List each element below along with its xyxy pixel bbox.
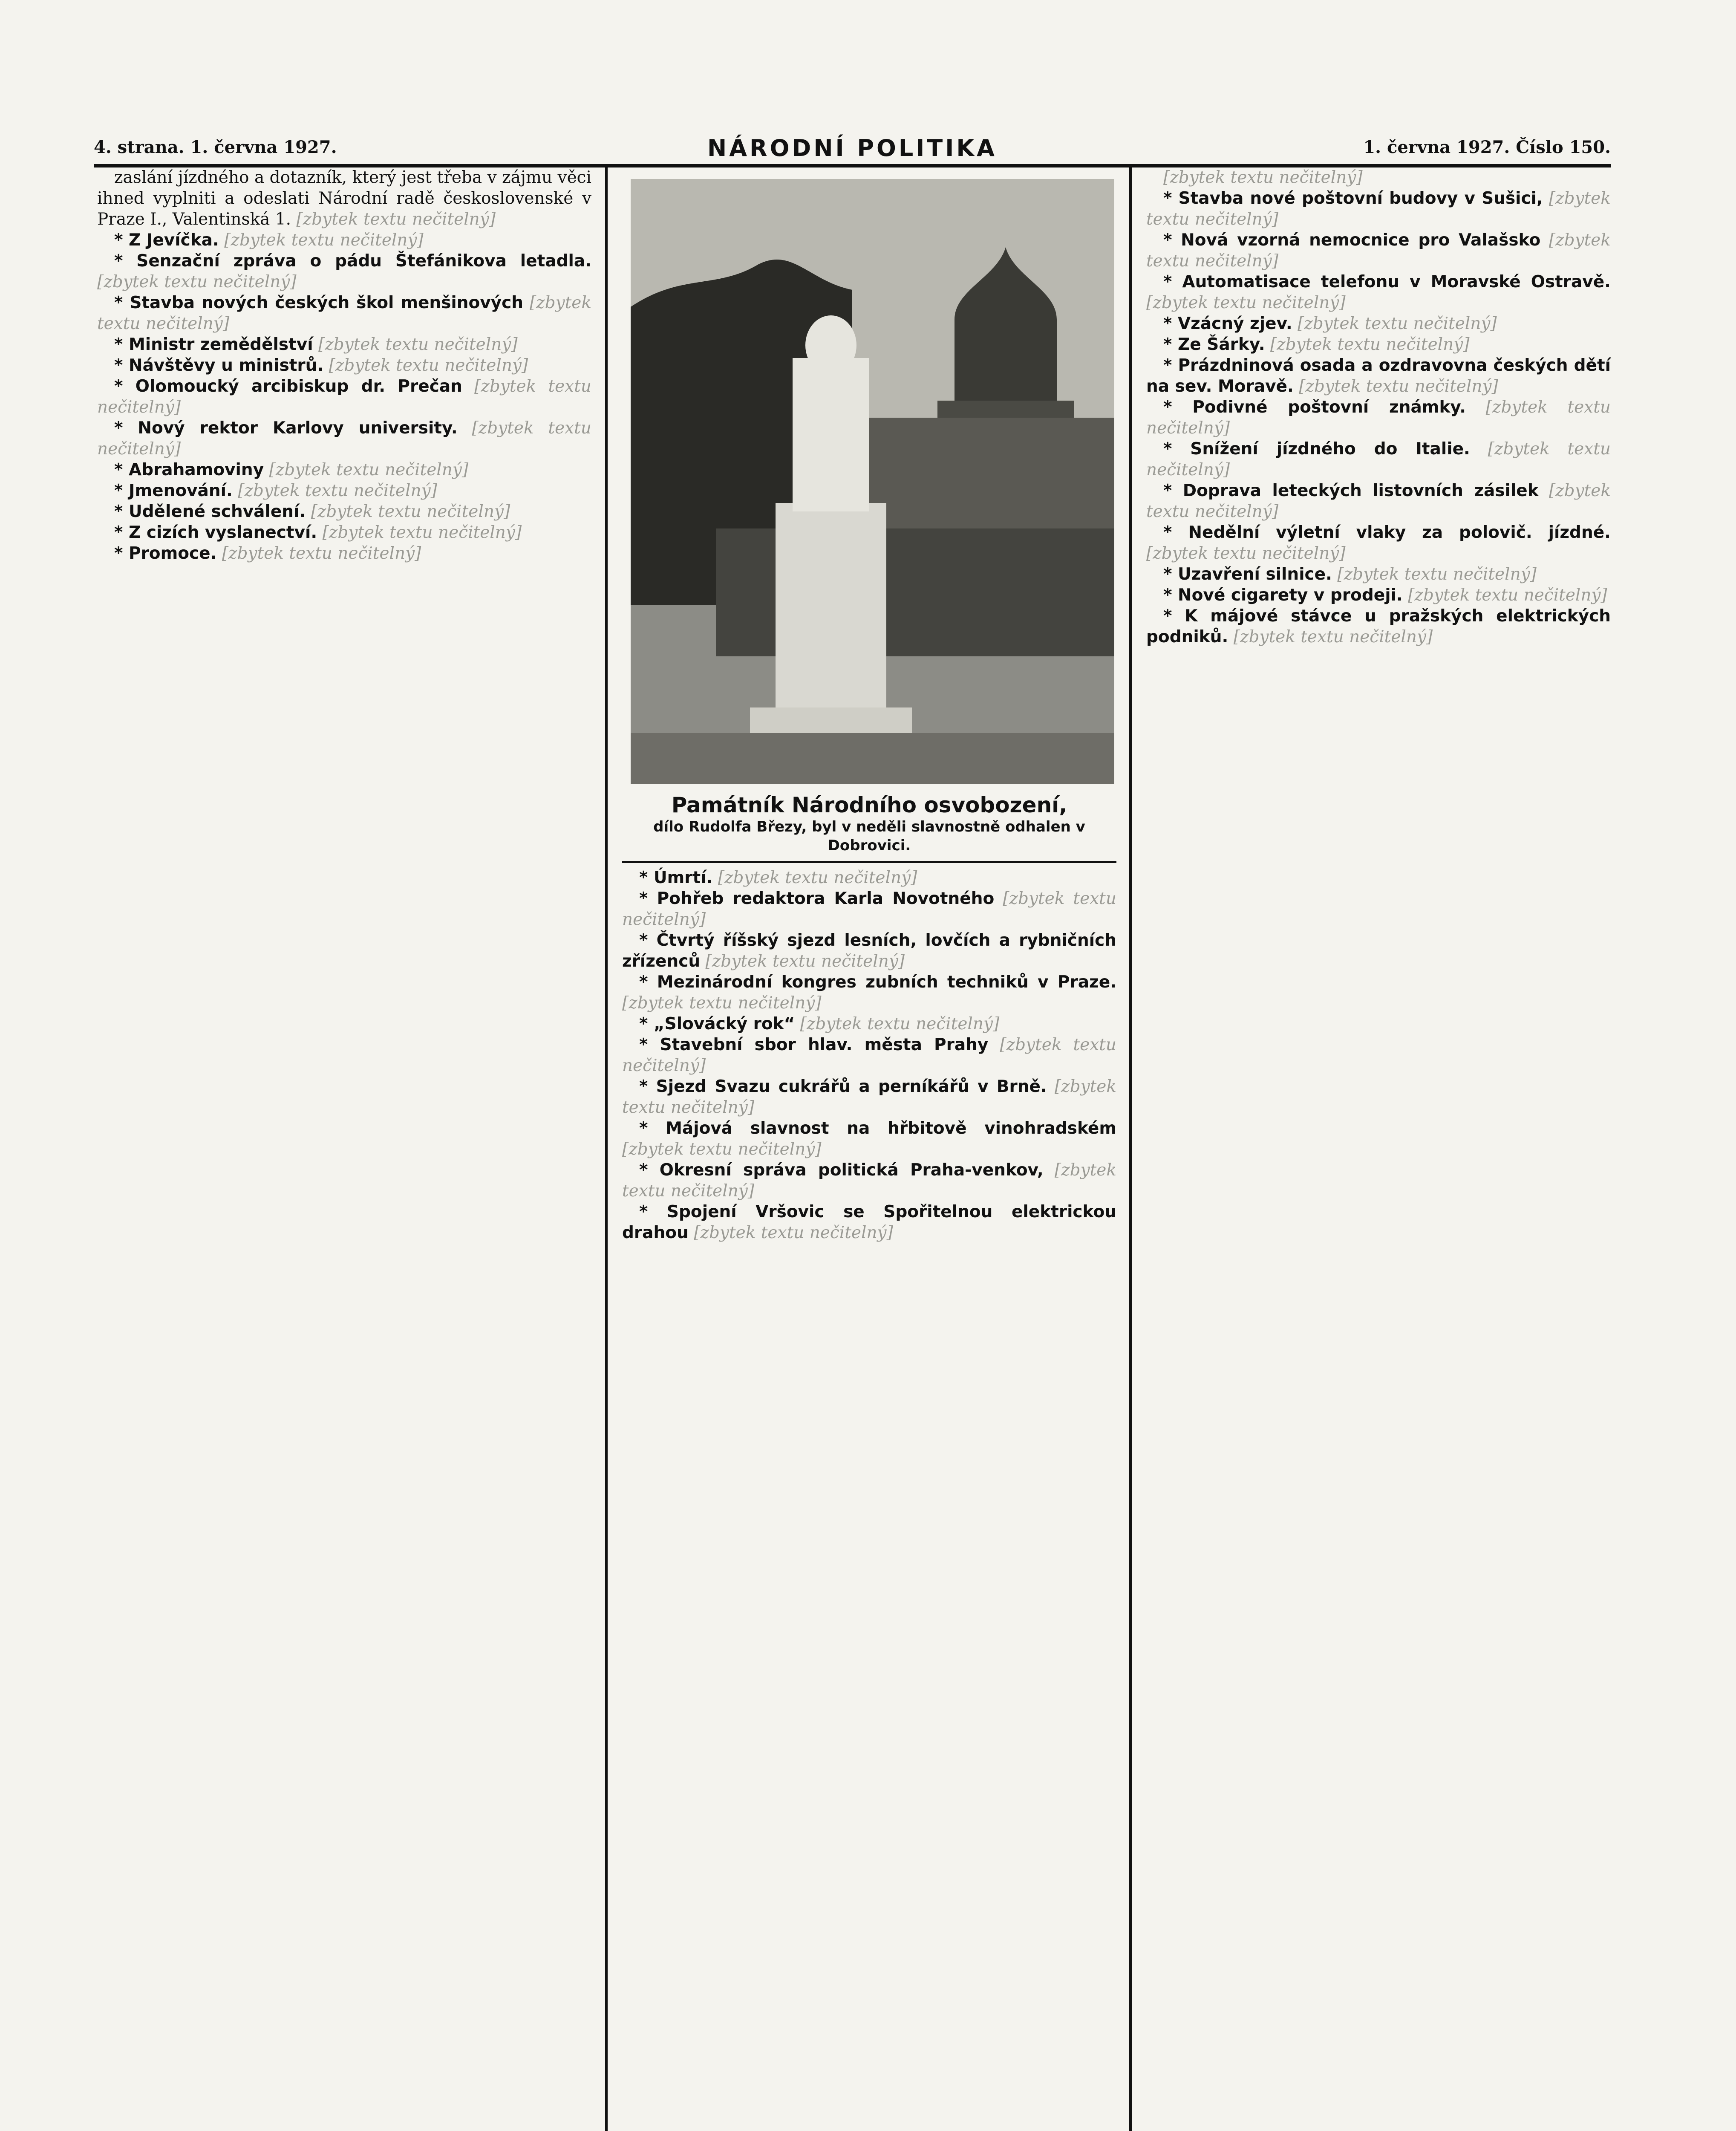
illegible-note: [zbytek textu nečitelný] <box>622 1140 822 1159</box>
article-lead: * Jmenování. <box>114 481 233 500</box>
illegible-note: [zbytek textu nečitelný] <box>1146 189 1611 229</box>
article-lead: * Nové cigarety v prodeji. <box>1163 586 1403 605</box>
article-paragraph <box>1146 188 1611 230</box>
illegible-note: [zbytek textu nečitelný] <box>269 460 469 479</box>
article-paragraph <box>97 418 591 459</box>
article-lead: * Okresní správa politická Praha-venkov, <box>639 1161 1044 1180</box>
illegible-note: [zbytek textu nečitelný] <box>1146 481 1611 521</box>
article-column-1 <box>97 167 591 2131</box>
article-column-2 <box>622 867 1116 2131</box>
caption-rule <box>622 861 1116 863</box>
article-paragraph <box>1146 585 1611 606</box>
header-right: 1. června 1927. Číslo 150. <box>1363 137 1611 157</box>
article-lead: * Doprava leteckých listovních zásilek <box>1163 481 1539 500</box>
page-header <box>94 137 1611 163</box>
article-paragraph <box>97 376 591 418</box>
article-paragraph <box>97 167 591 230</box>
illegible-note: [zbytek textu nečitelný] <box>1163 168 1363 187</box>
article-lead: * Mezinárodní kongres zubních techniků v Praze. <box>639 973 1116 992</box>
article-lead: * Prázdninová osada a ozdravovna českých dětí na sev. Moravě. <box>1146 356 1611 396</box>
article-lead: * Nový rektor Karlovy university. <box>114 419 458 438</box>
illegible-note: [zbytek textu nečitelný] <box>311 502 510 521</box>
article-lead: * Nová vzorná nemocnice pro Valašsko <box>1163 231 1541 250</box>
article-lead: * Udělené schválení. <box>114 502 306 521</box>
article-column-3 <box>1146 167 1611 2131</box>
illegible-note: [zbytek textu nečitelný] <box>318 335 518 354</box>
illegible-note: [zbytek textu nečitelný] <box>622 1035 1116 1075</box>
article-paragraph <box>622 1014 1116 1034</box>
article-paragraph <box>622 888 1116 930</box>
illegible-note: [zbytek textu nečitelný] <box>705 952 905 971</box>
monument-photo <box>631 179 1114 784</box>
article-lead: * Senzační zpráva o pádu Štefánikova letadla. <box>114 251 591 271</box>
article-lead: * Abrahamoviny <box>114 460 264 479</box>
illegible-note: [zbytek textu nečitelný] <box>694 1223 893 1242</box>
article-paragraph <box>1146 522 1611 564</box>
illegible-note: [zbytek textu nečitelný] <box>224 231 424 250</box>
caption-title: Památník Národního osvobození, <box>671 793 1067 817</box>
article-paragraph <box>1146 230 1611 271</box>
article-lead: * K májové stávce u pražských elektrických podniků. <box>1146 606 1611 647</box>
article-lead: * Promoce. <box>114 544 217 563</box>
illegible-note: [zbytek textu nečitelný] <box>238 481 437 500</box>
illegible-note: [zbytek textu nečitelný] <box>1146 398 1611 438</box>
article-text: zaslání jízdného a dotazník, který jest třeba v zájmu věci ihned vyplniti a odeslati Národní radě československé v Praze I., Valentinská 1. <box>97 168 591 229</box>
illegible-note: [zbytek textu nečitelný] <box>1146 439 1611 479</box>
illegible-note: [zbytek textu nečitelný] <box>800 1014 1000 1034</box>
article-lead: * Úmrtí. <box>639 868 713 887</box>
article-paragraph <box>1146 334 1611 355</box>
article-paragraph <box>1146 167 1611 188</box>
article-lead: * Stavba nové poštovní budovy v Sušici, <box>1163 189 1543 208</box>
article-lead: * „Slovácký rok“ <box>639 1014 795 1034</box>
illegible-note: [zbytek textu nečitelný] <box>1146 231 1611 271</box>
illegible-note: [zbytek textu nečitelný] <box>322 523 522 542</box>
illegible-note: [zbytek textu nečitelný] <box>1337 565 1537 584</box>
article-lead: * Nedělní výletní vlaky za polovič. jízdné. <box>1163 523 1611 542</box>
caption-subtitle: dílo Rudolfa Březy, byl v neděli slavnostně odhalen v Dobrovici. <box>653 818 1085 854</box>
illegible-note: [zbytek textu nečitelný] <box>622 1161 1116 1201</box>
article-paragraph <box>97 292 591 334</box>
illegible-note: [zbytek textu nečitelný] <box>1299 377 1498 396</box>
article-lead: * Uzavření silnice. <box>1163 565 1332 584</box>
illegible-note: [zbytek textu nečitelný] <box>97 272 297 292</box>
article-lead: * Podivné poštovní známky. <box>1163 398 1466 417</box>
photo-caption <box>622 793 1116 855</box>
article-paragraph <box>1146 397 1611 439</box>
article-lead: * Ze Šárky. <box>1163 335 1265 354</box>
illegible-note: [zbytek textu nečitelný] <box>1233 627 1433 647</box>
illegible-note: [zbytek textu nečitelný] <box>97 377 591 417</box>
article-lead: * Z cizích vyslanectví. <box>114 523 317 542</box>
illegible-note: [zbytek textu nečitelný] <box>222 544 421 563</box>
article-lead: * Spojení Vršovic se Spořitelnou elektrickou drahou <box>622 1202 1116 1242</box>
illegible-note: [zbytek textu nečitelný] <box>1146 544 1346 563</box>
article-paragraph <box>97 480 591 501</box>
article-lead: * Olomoucký arcibiskup dr. Prečan <box>114 377 462 396</box>
illegible-note: [zbytek textu nečitelný] <box>329 356 528 375</box>
article-lead: * Sjezd Svazu cukrářů a perníkářů v Brně. <box>639 1077 1047 1096</box>
article-paragraph <box>97 501 591 522</box>
illegible-note: [zbytek textu nečitelný] <box>97 419 591 459</box>
illegible-note: [zbytek textu nečitelný] <box>296 210 496 229</box>
illegible-note: [zbytek textu nečitelný] <box>622 889 1116 929</box>
article-lead: * Stavební sbor hlav. města Prahy <box>639 1035 989 1054</box>
article-paragraph <box>97 334 591 355</box>
article-lead: * Stavba nových českých škol menšinových <box>114 293 524 312</box>
article-paragraph <box>97 355 591 376</box>
article-paragraph <box>1146 480 1611 522</box>
article-lead: * Návštěvy u ministrů. <box>114 356 324 375</box>
article-paragraph <box>1146 439 1611 480</box>
illegible-note: [zbytek textu nečitelný] <box>97 293 591 333</box>
article-paragraph <box>622 1201 1116 1243</box>
article-paragraph <box>1146 313 1611 334</box>
illegible-note: [zbytek textu nečitelný] <box>622 993 822 1013</box>
article-paragraph <box>622 1118 1116 1160</box>
article-paragraph <box>97 522 591 543</box>
illegible-note: [zbytek textu nečitelný] <box>622 1077 1116 1117</box>
article-paragraph <box>1146 564 1611 585</box>
article-paragraph <box>622 1034 1116 1076</box>
column-divider-2 <box>1129 167 1132 2131</box>
article-paragraph <box>97 459 591 480</box>
illegible-note: [zbytek textu nečitelný] <box>718 868 917 887</box>
header-left: 4. strana. 1. června 1927. <box>94 137 337 157</box>
article-paragraph <box>1146 606 1611 647</box>
article-paragraph <box>622 1076 1116 1118</box>
illegible-note: [zbytek textu nečitelný] <box>1146 293 1346 312</box>
article-paragraph <box>622 867 1116 888</box>
article-lead: * Čtvrtý říšský sjezd lesních, lovčích a rybničních zřízenců <box>622 931 1116 971</box>
article-paragraph <box>97 251 591 292</box>
article-paragraph <box>622 1160 1116 1201</box>
article-paragraph <box>1146 271 1611 313</box>
article-paragraph <box>622 972 1116 1014</box>
article-lead: * Pohřeb redaktora Karla Novotného <box>639 889 995 908</box>
article-paragraph <box>622 930 1116 972</box>
article-paragraph <box>97 543 591 564</box>
masthead-title: NÁRODNÍ POLITIKA <box>707 135 997 162</box>
article-paragraph <box>1146 355 1611 397</box>
article-lead: * Májová slavnost na hřbitově vinohradském <box>639 1119 1116 1138</box>
article-lead: * Vzácný zjev. <box>1163 314 1292 333</box>
column-divider-1 <box>605 167 608 2131</box>
article-lead: * Snížení jízdného do Italie. <box>1163 439 1470 459</box>
illegible-note: [zbytek textu nečitelný] <box>1298 314 1497 333</box>
article-paragraph <box>97 230 591 251</box>
article-lead: * Automatisace telefonu v Moravské Ostravě. <box>1163 272 1611 292</box>
article-lead: * Ministr zemědělství <box>114 335 313 354</box>
article-lead: * Z Jevíčka. <box>114 231 219 250</box>
illegible-note: [zbytek textu nečitelný] <box>1270 335 1470 354</box>
illegible-note: [zbytek textu nečitelný] <box>1408 586 1607 605</box>
